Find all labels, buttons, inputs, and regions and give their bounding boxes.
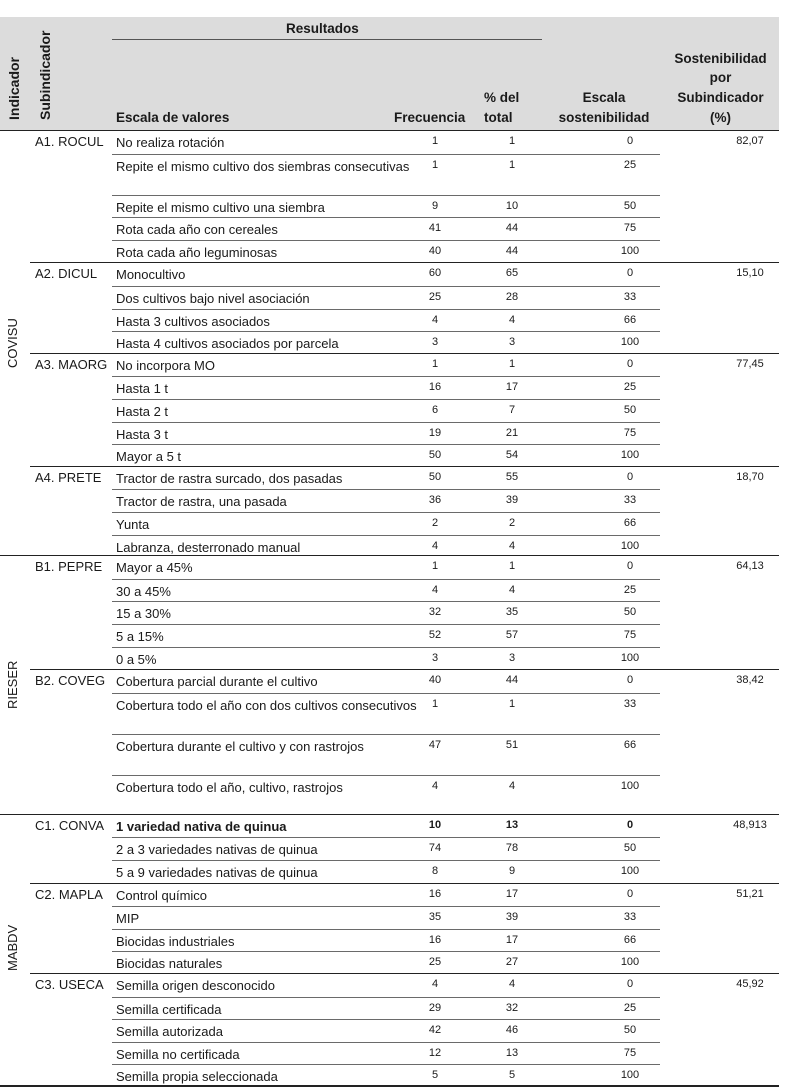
subindicator-sostenibilidad: 77,45 — [736, 357, 764, 370]
pct-total-cell: 57 — [505, 628, 519, 641]
escala-sostenibilidad-cell: 50 — [623, 1024, 637, 1037]
subindicator-sostenibilidad: 48,913 — [733, 818, 767, 831]
pct-total-cell: 32 — [505, 1001, 519, 1014]
table-row — [112, 974, 660, 997]
frecuencia-cell: 25 — [428, 956, 442, 969]
pct-total-cell: 17 — [505, 933, 519, 946]
escala-valor: 1 variedad nativa de quinua — [116, 818, 287, 834]
frecuencia-cell: 4 — [431, 977, 439, 990]
table-row — [112, 195, 660, 219]
pct-total-cell: 3 — [508, 651, 516, 664]
escala-valor: Semilla origen desconocido — [116, 977, 275, 993]
indicator-section — [0, 555, 779, 815]
table-row — [112, 512, 660, 536]
escala-valor: Biocidas naturales — [116, 956, 223, 972]
frecuencia-cell: 19 — [428, 426, 442, 439]
header-escala-sost-line2: sostenibilidad — [558, 110, 650, 125]
frecuencia-cell: 35 — [428, 911, 442, 924]
escala-valor: Tractor de rastra surcado, dos pasadas — [116, 470, 343, 486]
table-row — [112, 131, 660, 154]
pct-total-cell: 54 — [505, 449, 519, 462]
escala-sostenibilidad-cell: 50 — [623, 606, 637, 619]
header-subindicador: Subindicador — [37, 30, 53, 120]
escala-valor: Biocidas industriales — [116, 933, 235, 949]
indicator-label: MABDV — [5, 924, 20, 971]
table-row — [112, 399, 660, 423]
table-header — [0, 17, 779, 130]
escala-valor: Yunta — [116, 516, 150, 532]
escala-valor: Cobertura durante el cultivo y con rastrojos — [116, 738, 364, 754]
indicator-section — [0, 814, 779, 1086]
escala-sostenibilidad-cell: 33 — [623, 290, 637, 303]
escala-sostenibilidad-cell: 100 — [620, 651, 640, 664]
frecuencia-cell: 2 — [431, 516, 439, 529]
frecuencia-cell: 3 — [431, 651, 439, 664]
pct-total-cell: 27 — [505, 956, 519, 969]
table-row — [112, 734, 660, 776]
subindicator-block — [30, 883, 779, 974]
escala-sostenibilidad-cell: 100 — [620, 864, 640, 877]
pct-total-cell: 78 — [505, 842, 519, 855]
frecuencia-cell: 6 — [431, 403, 439, 416]
table-row — [112, 154, 660, 196]
escala-sostenibilidad-cell: 0 — [626, 267, 634, 280]
table-row — [112, 240, 660, 264]
escala-valor: 5 a 9 variedades nativas de quinua — [116, 864, 318, 880]
subindicator-block — [30, 556, 779, 669]
escala-valor: No realiza rotación — [116, 135, 225, 150]
escala-sostenibilidad-cell: 100 — [620, 449, 640, 462]
subindicator-sostenibilidad: 15,10 — [736, 267, 764, 280]
escala-valor: Hasta 4 cultivos asociados por parcela — [116, 336, 339, 352]
frecuencia-cell: 25 — [428, 290, 442, 303]
subindicator-sostenibilidad: 82,07 — [736, 135, 764, 147]
subindicator-name: C1. CONVA — [35, 817, 105, 833]
subindicator-name: C2. MAPLA — [35, 886, 103, 902]
escala-sostenibilidad-cell: 75 — [623, 1046, 637, 1059]
table-row — [112, 951, 660, 975]
frecuencia-cell: 12 — [428, 1046, 442, 1059]
pct-total-cell: 44 — [505, 222, 519, 235]
escala-valor: Semilla autorizada — [116, 1024, 223, 1040]
escala-valor: Hasta 3 t — [116, 426, 169, 442]
frecuencia-cell: 1 — [431, 697, 439, 710]
escala-valor: Hasta 2 t — [116, 403, 169, 419]
escala-sostenibilidad-cell: 25 — [623, 158, 637, 171]
frecuencia-cell: 4 — [431, 583, 439, 596]
header-resultados: Resultados — [286, 21, 359, 36]
pct-total-cell: 46 — [505, 1024, 519, 1037]
frecuencia-cell: 5 — [431, 1069, 439, 1082]
header-pct-line1: % del — [484, 90, 520, 105]
table-row — [112, 309, 660, 333]
table-row — [112, 489, 660, 513]
resultados-rule — [112, 39, 542, 40]
frecuencia-cell: 52 — [428, 628, 442, 641]
escala-valor: No incorpora MO — [116, 357, 215, 373]
subindicator-sostenibilidad: 45,92 — [736, 977, 764, 990]
table-row — [112, 670, 660, 693]
escala-sostenibilidad-cell: 66 — [623, 738, 637, 751]
escala-sostenibilidad-cell: 0 — [626, 470, 634, 483]
escala-sostenibilidad-cell: 0 — [626, 560, 634, 573]
table-row — [112, 1042, 660, 1066]
escala-sostenibilidad-cell: 0 — [626, 977, 634, 990]
subindicator-block — [30, 815, 779, 883]
frecuencia-cell: 4 — [431, 539, 439, 552]
table-row — [112, 775, 660, 817]
header-indicador: Indicador — [6, 56, 22, 120]
frecuencia-cell: 42 — [428, 1024, 442, 1037]
header-sost-line1: Sostenibilidad — [674, 51, 767, 66]
subindicator-name: B1. PEPRE — [35, 559, 103, 575]
escala-valor: 30 a 45% — [116, 583, 171, 599]
escala-valor: Tractor de rastra, una pasada — [116, 494, 287, 510]
header-pct-line2: total — [484, 110, 513, 125]
pct-total-cell: 4 — [508, 313, 516, 326]
pct-total-cell: 44 — [505, 674, 519, 687]
escala-sostenibilidad-cell: 0 — [626, 887, 634, 900]
table-row — [112, 331, 660, 355]
frecuencia-cell: 47 — [428, 738, 442, 751]
pct-total-cell: 4 — [508, 539, 516, 552]
table-row — [112, 860, 660, 884]
pct-total-cell: 13 — [505, 1046, 519, 1059]
subindicator-block — [30, 131, 779, 262]
escala-valor: 2 a 3 variedades nativas de quinua — [116, 842, 318, 858]
pct-total-cell: 39 — [505, 494, 519, 507]
indicator-label: COVISU — [5, 318, 20, 368]
pct-total-cell: 51 — [505, 738, 519, 751]
pct-total-cell: 21 — [505, 426, 519, 439]
escala-sostenibilidad-cell: 75 — [623, 222, 637, 235]
table-row — [112, 601, 660, 625]
pct-total-cell: 1 — [508, 158, 516, 171]
table-row — [112, 906, 660, 930]
table-row — [112, 693, 660, 735]
escala-valor: Mayor a 45% — [116, 560, 193, 576]
frecuencia-cell: 29 — [428, 1001, 442, 1014]
subindicator-block — [30, 466, 779, 557]
frecuencia-cell: 16 — [428, 381, 442, 394]
frecuencia-cell: 50 — [428, 470, 442, 483]
pct-total-cell: 5 — [508, 1069, 516, 1082]
header-frecuencia: Frecuencia — [394, 110, 466, 125]
escala-sostenibilidad-cell: 66 — [623, 313, 637, 326]
escala-sostenibilidad-cell: 25 — [623, 1001, 637, 1014]
pct-total-cell: 4 — [508, 779, 516, 792]
escala-valor: Control químico — [116, 887, 208, 903]
table-row — [112, 376, 660, 400]
frecuencia-cell: 1 — [431, 560, 439, 573]
escala-valor: Repite el mismo cultivo dos siembras consecutivas — [116, 158, 410, 174]
pct-total-cell: 9 — [508, 864, 516, 877]
table-row — [112, 1019, 660, 1043]
pct-total-cell: 7 — [508, 403, 516, 416]
escala-valor: Hasta 3 cultivos asociados — [116, 313, 270, 329]
escala-valor: 15 a 30% — [116, 606, 171, 622]
escala-valor: Dos cultivos bajo nivel asociación — [116, 290, 310, 306]
escala-sostenibilidad-cell: 33 — [623, 494, 637, 507]
escala-valor: Repite el mismo cultivo una siembra — [116, 199, 325, 215]
escala-sostenibilidad-cell: 100 — [620, 1069, 640, 1082]
escala-sostenibilidad-cell: 33 — [623, 697, 637, 710]
table-row — [112, 837, 660, 861]
escala-sostenibilidad-cell: 0 — [626, 135, 634, 147]
header-sost-line4: (%) — [710, 110, 731, 125]
escala-valor: Mayor a 5 t — [116, 449, 182, 465]
table-row — [112, 467, 660, 490]
escala-valor: Rota cada año con cereales — [116, 222, 278, 238]
header-escala-sost-line1: Escala — [582, 90, 626, 105]
frecuencia-cell: 1 — [431, 135, 439, 147]
table-row — [112, 815, 660, 838]
escala-valor: Semilla no certificada — [116, 1046, 240, 1062]
escala-sostenibilidad-cell: 100 — [620, 336, 640, 349]
table-row — [112, 263, 660, 286]
escala-sostenibilidad-cell: 100 — [620, 244, 640, 257]
pct-total-cell: 2 — [508, 516, 516, 529]
table-row — [112, 422, 660, 446]
frecuencia-cell: 40 — [428, 244, 442, 257]
frecuencia-cell: 1 — [431, 357, 439, 370]
pct-total-cell: 3 — [508, 336, 516, 349]
frecuencia-cell: 4 — [431, 313, 439, 326]
pct-total-cell: 10 — [505, 199, 519, 212]
escala-sostenibilidad-cell: 75 — [623, 628, 637, 641]
pct-total-cell: 65 — [505, 267, 519, 280]
table-row — [112, 217, 660, 241]
subindicator-name: B2. COVEG — [35, 673, 106, 689]
frecuencia-cell: 10 — [428, 818, 442, 831]
frecuencia-cell: 50 — [428, 449, 442, 462]
table-row — [112, 884, 660, 907]
escala-sostenibilidad-cell: 100 — [620, 956, 640, 969]
escala-sostenibilidad-cell: 66 — [623, 933, 637, 946]
escala-valor: MIP — [116, 911, 140, 927]
frecuencia-cell: 74 — [428, 842, 442, 855]
pct-total-cell: 35 — [505, 606, 519, 619]
escala-valor: Monocultivo — [116, 267, 186, 283]
table-row — [112, 579, 660, 603]
escala-valor: 0 a 5% — [116, 651, 157, 667]
pct-total-cell: 1 — [508, 560, 516, 573]
pct-total-cell: 1 — [508, 135, 516, 147]
frecuencia-cell: 1 — [431, 158, 439, 171]
header-escala-valores: Escala de valores — [116, 110, 230, 125]
escala-sostenibilidad-cell: 0 — [626, 818, 634, 831]
frecuencia-cell: 3 — [431, 336, 439, 349]
subindicator-block — [30, 973, 779, 1087]
table-row — [112, 647, 660, 671]
subindicator-block — [30, 669, 779, 816]
pct-total-cell: 39 — [505, 911, 519, 924]
escala-valor: Rota cada año leguminosas — [116, 244, 278, 260]
escala-sostenibilidad-cell: 50 — [623, 403, 637, 416]
subindicator-name: C3. USECA — [35, 976, 104, 992]
pct-total-cell: 44 — [505, 244, 519, 257]
escala-sostenibilidad-cell: 75 — [623, 426, 637, 439]
escala-sostenibilidad-cell: 0 — [626, 357, 634, 370]
escala-sostenibilidad-cell: 25 — [623, 381, 637, 394]
pct-total-cell: 13 — [505, 818, 519, 831]
frecuencia-cell: 32 — [428, 606, 442, 619]
table-row — [112, 929, 660, 953]
frecuencia-cell: 16 — [428, 887, 442, 900]
table-bottom-rule — [0, 1085, 779, 1087]
table-row — [112, 286, 660, 310]
frecuencia-cell: 40 — [428, 674, 442, 687]
frecuencia-cell: 41 — [428, 222, 442, 235]
pct-total-cell: 55 — [505, 470, 519, 483]
frecuencia-cell: 4 — [431, 779, 439, 792]
subindicator-sostenibilidad: 64,13 — [736, 560, 764, 573]
escala-sostenibilidad-cell: 25 — [623, 583, 637, 596]
table-row — [112, 444, 660, 468]
indicator-section — [0, 130, 779, 556]
escala-valor: Cobertura parcial durante el cultivo — [116, 674, 318, 690]
escala-sostenibilidad-cell: 66 — [623, 516, 637, 529]
subindicator-name: A4. PRETE — [35, 469, 102, 485]
frecuencia-cell: 16 — [428, 933, 442, 946]
escala-sostenibilidad-cell: 100 — [620, 779, 640, 792]
escala-sostenibilidad-cell: 50 — [623, 199, 637, 212]
escala-sostenibilidad-cell: 0 — [626, 674, 634, 687]
subindicator-sostenibilidad: 51,21 — [736, 887, 764, 900]
table-sheet — [0, 17, 779, 1085]
escala-valor: Semilla propia seleccionada — [116, 1069, 278, 1085]
escala-valor: Cobertura todo el año con dos cultivos consecutivos — [116, 697, 417, 713]
escala-valor: Hasta 1 t — [116, 381, 169, 397]
escala-sostenibilidad-cell: 100 — [620, 539, 640, 552]
indicator-label: RIESER — [5, 660, 20, 710]
escala-valor: Cobertura todo el año, cultivo, rastrojos — [116, 779, 343, 795]
pct-total-cell: 28 — [505, 290, 519, 303]
subindicator-name: A2. DICUL — [35, 266, 98, 282]
pct-total-cell: 4 — [508, 977, 516, 990]
frecuencia-cell: 8 — [431, 864, 439, 877]
pct-total-cell: 17 — [505, 887, 519, 900]
subindicator-block — [30, 262, 779, 353]
table-row — [112, 556, 660, 579]
pct-total-cell: 1 — [508, 697, 516, 710]
header-sost-line3: Subindicador — [677, 90, 764, 105]
subindicator-name: A1. ROCUL — [35, 134, 104, 149]
pct-total-cell: 17 — [505, 381, 519, 394]
frecuencia-cell: 60 — [428, 267, 442, 280]
escala-valor: 5 a 15% — [116, 628, 164, 644]
pct-total-cell: 1 — [508, 357, 516, 370]
subindicator-block — [30, 353, 779, 467]
escala-sostenibilidad-cell: 33 — [623, 911, 637, 924]
subindicator-sostenibilidad: 18,70 — [736, 470, 764, 483]
table-row — [112, 624, 660, 648]
escala-valor: Labranza, desterronado manual — [116, 539, 301, 555]
table-row — [112, 997, 660, 1021]
table-row — [112, 354, 660, 377]
escala-sostenibilidad-cell: 50 — [623, 842, 637, 855]
frecuencia-cell: 36 — [428, 494, 442, 507]
header-sost-line2: por — [709, 70, 732, 85]
subindicator-name: A3. MAORG — [35, 356, 108, 372]
frecuencia-cell: 9 — [431, 199, 439, 212]
escala-valor: Semilla certificada — [116, 1001, 222, 1017]
pct-total-cell: 4 — [508, 583, 516, 596]
subindicator-sostenibilidad: 38,42 — [736, 674, 764, 687]
